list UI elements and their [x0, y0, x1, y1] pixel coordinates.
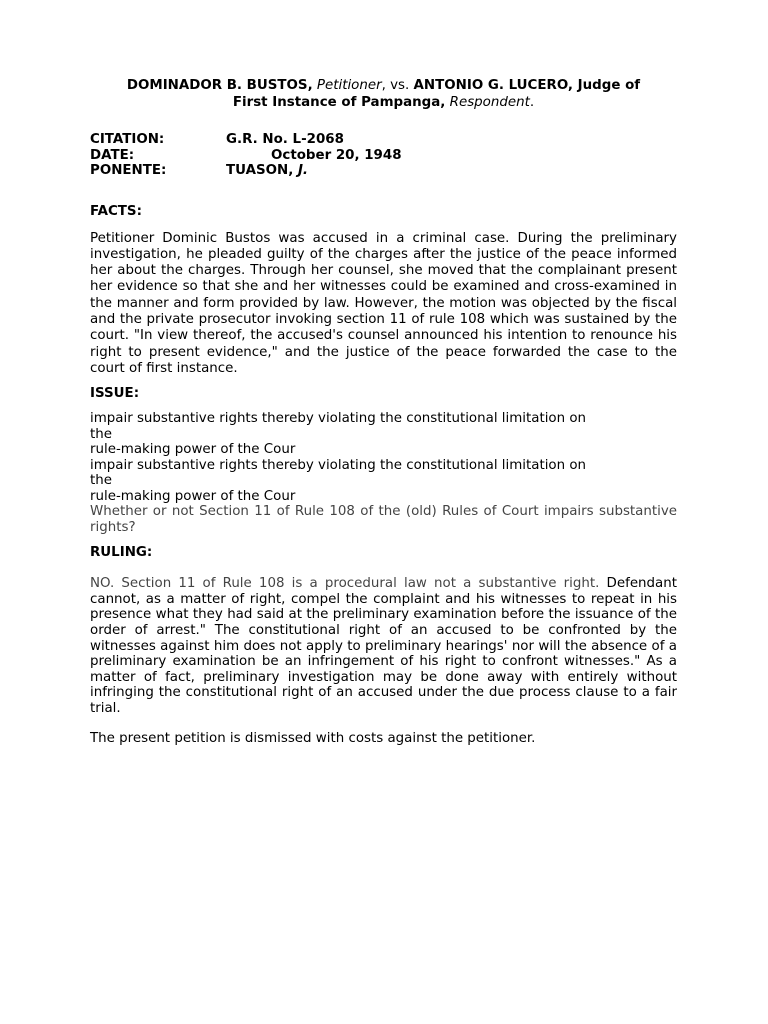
respondent-end: .	[529, 95, 535, 110]
issue-line: the	[90, 473, 112, 489]
issue-line: the	[90, 426, 112, 442]
respondent-name-line2: First Instance of Pampanga,	[232, 95, 446, 110]
facts-heading: FACTS:	[90, 203, 142, 219]
citation-value: G.R. No. L-2068	[226, 132, 344, 147]
issue-line: impair substantive rights thereby violating the constitutional limitation on	[90, 411, 587, 427]
ponente-label: PONENTE:	[90, 163, 167, 178]
petitioner-role: Petitioner	[316, 78, 382, 93]
citation-label: CITATION:	[90, 132, 165, 147]
petitioner-name: DOMINADOR B. BUSTOS,	[126, 78, 313, 93]
ruling-text: Defendant cannot, as a matter of right, compel the complaint and his witnesses to repeat in his presence what they had said at the preliminary examination before the issuance of the order of arrest." The constitutional right of an accused to be confronted by the witnesses against him does not apply to preliminary hearings' nor will the absence of a preliminary examination be an infringement of his right to confront witnesses." As a matter of fact, preliminary investigation may be done away with entirely without infringing the constitutional right of an accused under the due process clause to a fair trial.	[90, 576, 677, 716]
ruling-body	[90, 576, 677, 716]
versus-text: , vs.	[381, 78, 410, 93]
case-title	[90, 77, 677, 111]
case-digest-page	[90, 77, 677, 747]
issue-line: rule-making power of the Cour	[90, 488, 296, 504]
date-value: October 20, 1948	[271, 147, 402, 163]
ruling-closing: The present petition is dismissed with costs against the petitioner.	[90, 730, 536, 746]
ponente-row	[90, 163, 677, 179]
facts-body: Petitioner Dominic Bustos was accused in a criminal case. During the preliminary investigation, he pleaded guilty of the charges after the justice of the peace informed her about the charges. Through her counsel, she moved that the complainant present her evidence so that she and her witnesses could be examined and cross-examined in the manner and form provided by law. However, the motion was objected by the fiscal and the private prosecutor invoking section 11 of rule 108 which was sustained by the court. "In view thereof, the accused's counsel announced his intention to renounce his right to present evidence," and the justice of the peace forwarded the case to the court of first instance.	[90, 230, 677, 376]
issue-question: Whether or not Section 11 of Rule 108 of the (old) Rules of Court impairs substantive rights?	[90, 504, 677, 536]
issue-line: impair substantive rights thereby violating the constitutional limitation on	[90, 457, 587, 473]
issue-line: rule-making power of the Cour	[90, 442, 296, 458]
ponente-value	[226, 163, 308, 179]
respondent-name-line1: ANTONIO G. LUCERO, Judge of	[413, 78, 641, 93]
case-metadata	[90, 132, 677, 179]
ponente-name: TUASON,	[226, 163, 294, 178]
ruling-heading: RULING:	[90, 545, 153, 561]
ponente-suffix: J.	[297, 163, 309, 178]
respondent-role: Respondent	[449, 95, 530, 110]
ruling-lead: NO. Section 11 of Rule 108 is a procedural law not a substantive right.	[90, 576, 600, 592]
date-label: DATE:	[90, 147, 135, 163]
date-row	[90, 148, 677, 164]
issue-heading: ISSUE:	[90, 386, 140, 402]
citation-row	[90, 132, 677, 148]
issue-body	[90, 411, 677, 536]
